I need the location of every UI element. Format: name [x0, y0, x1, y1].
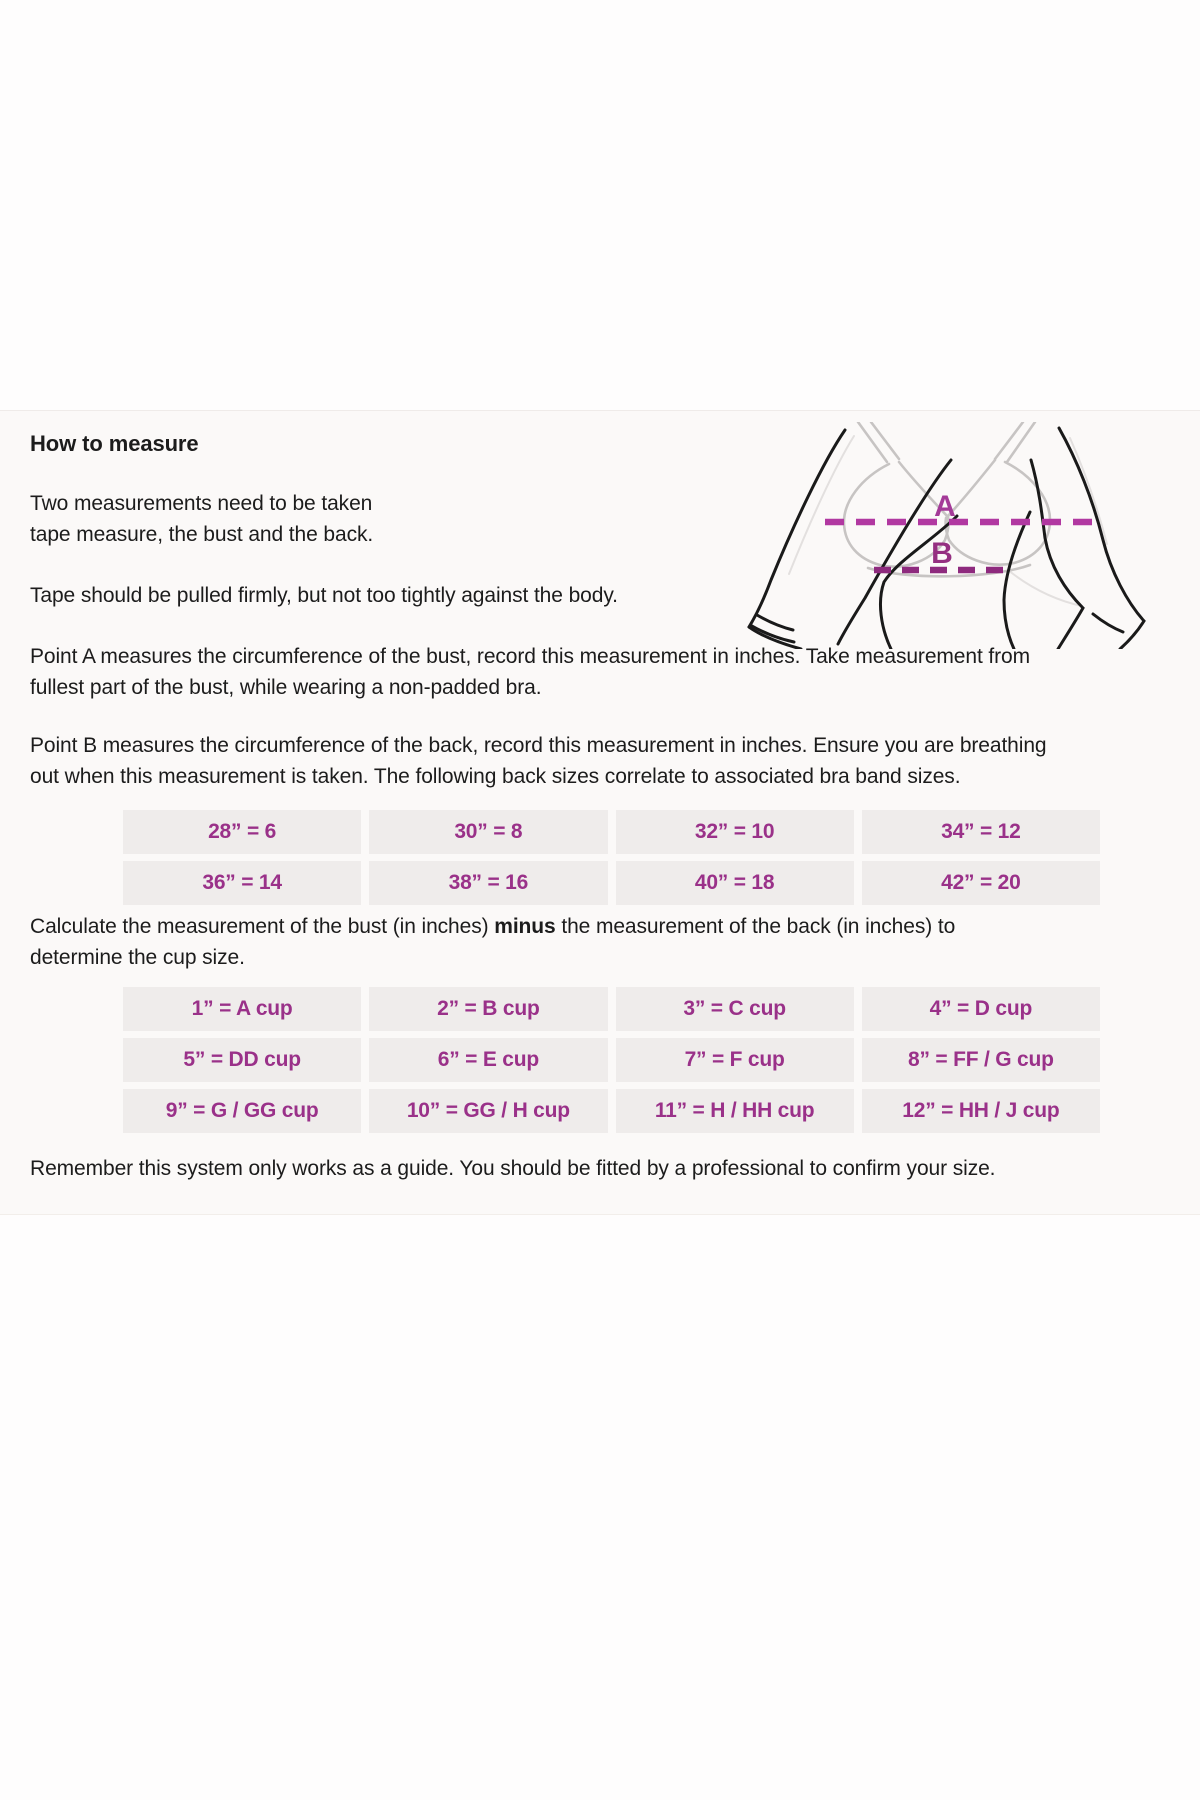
band-size-row — [123, 861, 1100, 905]
calc-text-pre: Calculate the measurement of the bust (in inches) — [30, 915, 495, 938]
cup-size-cell: 11” = H / HH cup — [616, 1089, 854, 1133]
band-size-row — [123, 810, 1100, 854]
cup-size-cell: 12” = HH / J cup — [862, 1089, 1100, 1133]
cup-size-cell: 5” = DD cup — [123, 1038, 361, 1082]
page-title: How to measure — [30, 431, 199, 456]
band-size-cell: 36” = 14 — [123, 861, 361, 905]
intro-paragraph — [30, 488, 373, 550]
cup-size-cell: 8” = FF / G cup — [862, 1038, 1100, 1082]
band-size-cell: 32” = 10 — [616, 810, 854, 854]
cup-size-row — [123, 1038, 1100, 1082]
point-a-line-1: Point A measures the circumference of the bust, record this measurement in inches. Take measurement from — [30, 645, 1031, 668]
band-size-cell: 40” = 18 — [616, 861, 854, 905]
band-size-table — [123, 810, 1100, 905]
calc-line-1 — [30, 911, 955, 942]
measurement-diagram — [741, 422, 1182, 649]
intro-line-1: Two measurements need to be taken — [30, 492, 373, 515]
label-a: A — [934, 490, 956, 523]
calc-text-post: the measurement of the back (in inches) to — [555, 915, 956, 938]
cup-size-table — [123, 987, 1100, 1133]
band-size-cell: 28” = 6 — [123, 810, 361, 854]
cup-size-cell: 6” = E cup — [369, 1038, 607, 1082]
point-b-line-1: Point B measures the circumference of the back, record this measurement in inches. Ensure you are breathing — [30, 734, 1047, 757]
point-b-line-2: out when this measurement is taken. The following back sizes correlate to associated bra band sizes. — [30, 765, 961, 788]
band-size-cell: 34” = 12 — [862, 810, 1100, 854]
cup-size-cell: 10” = GG / H cup — [369, 1089, 607, 1133]
calc-paragraph — [30, 911, 955, 973]
point-b-paragraph — [30, 730, 1047, 792]
band-size-cell: 38” = 16 — [369, 861, 607, 905]
cup-size-row — [123, 1089, 1100, 1133]
point-a-paragraph — [30, 641, 1030, 703]
cup-size-cell: 9” = G / GG cup — [123, 1089, 361, 1133]
calc-text-bold: minus — [494, 915, 556, 938]
band-size-cell: 30” = 8 — [369, 810, 607, 854]
cup-size-cell: 3” = C cup — [616, 987, 854, 1031]
footer-note: Remember this system only works as a guide. You should be fitted by a professional to confirm your size. — [30, 1157, 996, 1180]
label-b: B — [931, 537, 953, 570]
cup-size-row — [123, 987, 1100, 1031]
cup-size-cell: 7” = F cup — [616, 1038, 854, 1082]
calc-line-2: determine the cup size. — [30, 946, 245, 969]
cup-size-cell: 1” = A cup — [123, 987, 361, 1031]
cup-size-cell: 2” = B cup — [369, 987, 607, 1031]
tape-note: Tape should be pulled firmly, but not too tightly against the body. — [30, 584, 618, 607]
band-size-cell: 42” = 20 — [862, 861, 1100, 905]
point-a-line-2: fullest part of the bust, while wearing a non-padded bra. — [30, 676, 542, 699]
cup-size-cell: 4” = D cup — [862, 987, 1100, 1031]
intro-line-2: tape measure, the bust and the back. — [30, 523, 374, 546]
